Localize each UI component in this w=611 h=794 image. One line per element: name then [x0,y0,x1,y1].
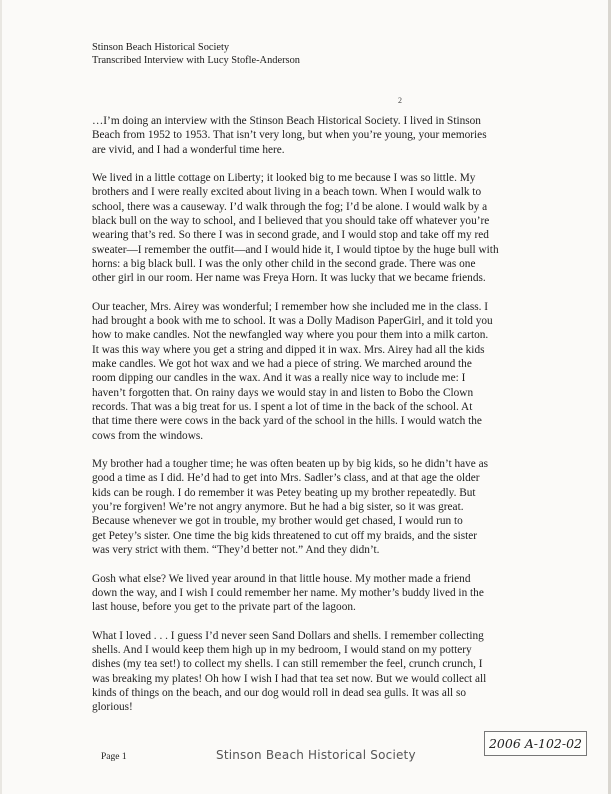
transcript-line: haven’t forgotten that. On rainy days we would stay in and listen to Bobo the Clown [92,386,474,399]
transcript-line: that time there were cows in the back yard of the school in the hills. I would watch the [92,415,482,428]
transcript-line: Our teacher, Mrs. Airey was wonderful; I remember how she included me in the class. I [92,300,489,313]
transcript-paragraph [92,114,592,157]
transcript-body [92,114,592,729]
transcript-line: It was this way where you get a string and dipped it in wax. Mrs. Airey had all the kids [92,343,485,356]
transcript-paragraph [92,572,592,615]
transcript-line: brothers and I were really excited about living in a beach town. When I would walk to [92,186,482,199]
transcript-line: What I loved . . . I guess I’d never seen Sand Dollars and shells. I remember collecting [92,629,484,642]
transcript-line: My brother had a tougher time; he was often beaten up by big kids, so he didn’t have as [92,458,489,471]
transcript-line: We lived in a little cottage on Liberty; it looked big to me because I was so little. My [92,172,476,185]
transcript-line: sweater—I remember the outfit—and I would hide it, I would tiptoe by the huge bull with [92,243,499,256]
transcript-line: how to make candles. Not the newfangled way where you pour them into a milk carton. [92,329,489,342]
transcript-line: glorious! [92,701,133,714]
transcript-line: had brought a book with me to school. It was a Dolly Madison PaperGirl, and it told you [92,315,493,328]
transcript-line: room dipping our candles in the wax. And it was a really nice way to include me: I [92,372,466,385]
transcript-line: kinds of things on the beach, and our dog would roll in dead sea gulls. It was all so [92,686,466,699]
transcript-paragraph [92,300,592,443]
transcript-line: kids can be rough. I do remember it was Petey beating up my brother repeatedly. But [92,486,476,499]
footer-page-number: Page 1 [101,752,127,762]
transcript-line: shells. And I would keep them high up in my bedroom, I would stand on my pottery [92,643,472,656]
transcript-line: cows from the windows. [92,429,204,442]
transcript-line: Beach from 1952 to 1953. That isn’t very long, but when you’re young, your memories [92,129,487,142]
transcript-line: you’re forgiven! We’re not angry anymore. But he had a big sister, so it was great. [92,501,464,514]
transcript-line: black bull on the way to school, and I believed that you should take off whatever you’re [92,215,490,228]
transcript-paragraph [92,457,592,557]
header-subtitle: Transcribed Interview with Lucy Stofle-Anderson [92,54,300,66]
transcript-line: records. That was a big treat for us. I spent a lot of time in the back of the school. At [92,400,473,413]
transcript-paragraph [92,171,592,285]
transcript-line: dishes (my tea set!) to collect my shells. I can still remember the feel, crunch crunch, I [92,658,483,671]
transcript-line: are vivid, and I had a wonderful time here. [92,143,285,156]
transcript-line: Gosh what else? We lived year around in that little house. My mother made a friend [92,572,471,585]
transcript-line: wearing that’s red. So there I was in second grade, and I would stop and take off my red [92,229,489,242]
transcript-line: other girl in our room. Her name was Freya Horn. It was lucky that we became friends. [92,272,486,285]
page-mark: 2 [398,96,402,105]
transcript-line: get Petey’s sister. One time the big kids threatened to cut off my braids, and the sister [92,529,478,542]
transcript-paragraph [92,629,592,715]
transcript-line: …I’m doing an interview with the Stinson Beach Historical Society. I lived in Stinson [92,115,481,127]
transcript-line: Because whenever we got in trouble, my brother would get chased, I would run to [92,515,463,528]
footer-society-name: Stinson Beach Historical Society [216,748,416,762]
transcript-line: was breaking my plates! Oh how I wish I had that tea set now. But we would collect all [92,672,487,685]
document-header [92,42,300,67]
transcript-line: last house, before you get to the private part of the lagoon. [92,601,356,614]
transcript-line: horns: a big black bull. I was the only other child in the second grade. There was one [92,257,476,270]
transcript-line: down the way, and I wish I could remember her name. My mother’s buddy lived in the [92,586,484,599]
transcript-line: good a time as I did. He’d had to get into Mrs. Sadler’s class, and at that age the older [92,472,480,485]
header-organization: Stinson Beach Historical Society [92,42,230,53]
transcript-line: school, there was a causeway. I’d walk through the fog; I’d be alone. I would walk by a [92,200,488,213]
transcript-line: was very strict with them. “They’d better not.” And they didn’t. [92,543,380,556]
accession-number-label: 2006 A-102-02 [484,731,587,756]
transcript-line: make candles. We got hot wax and we had a piece of string. We marched around the [92,358,472,371]
